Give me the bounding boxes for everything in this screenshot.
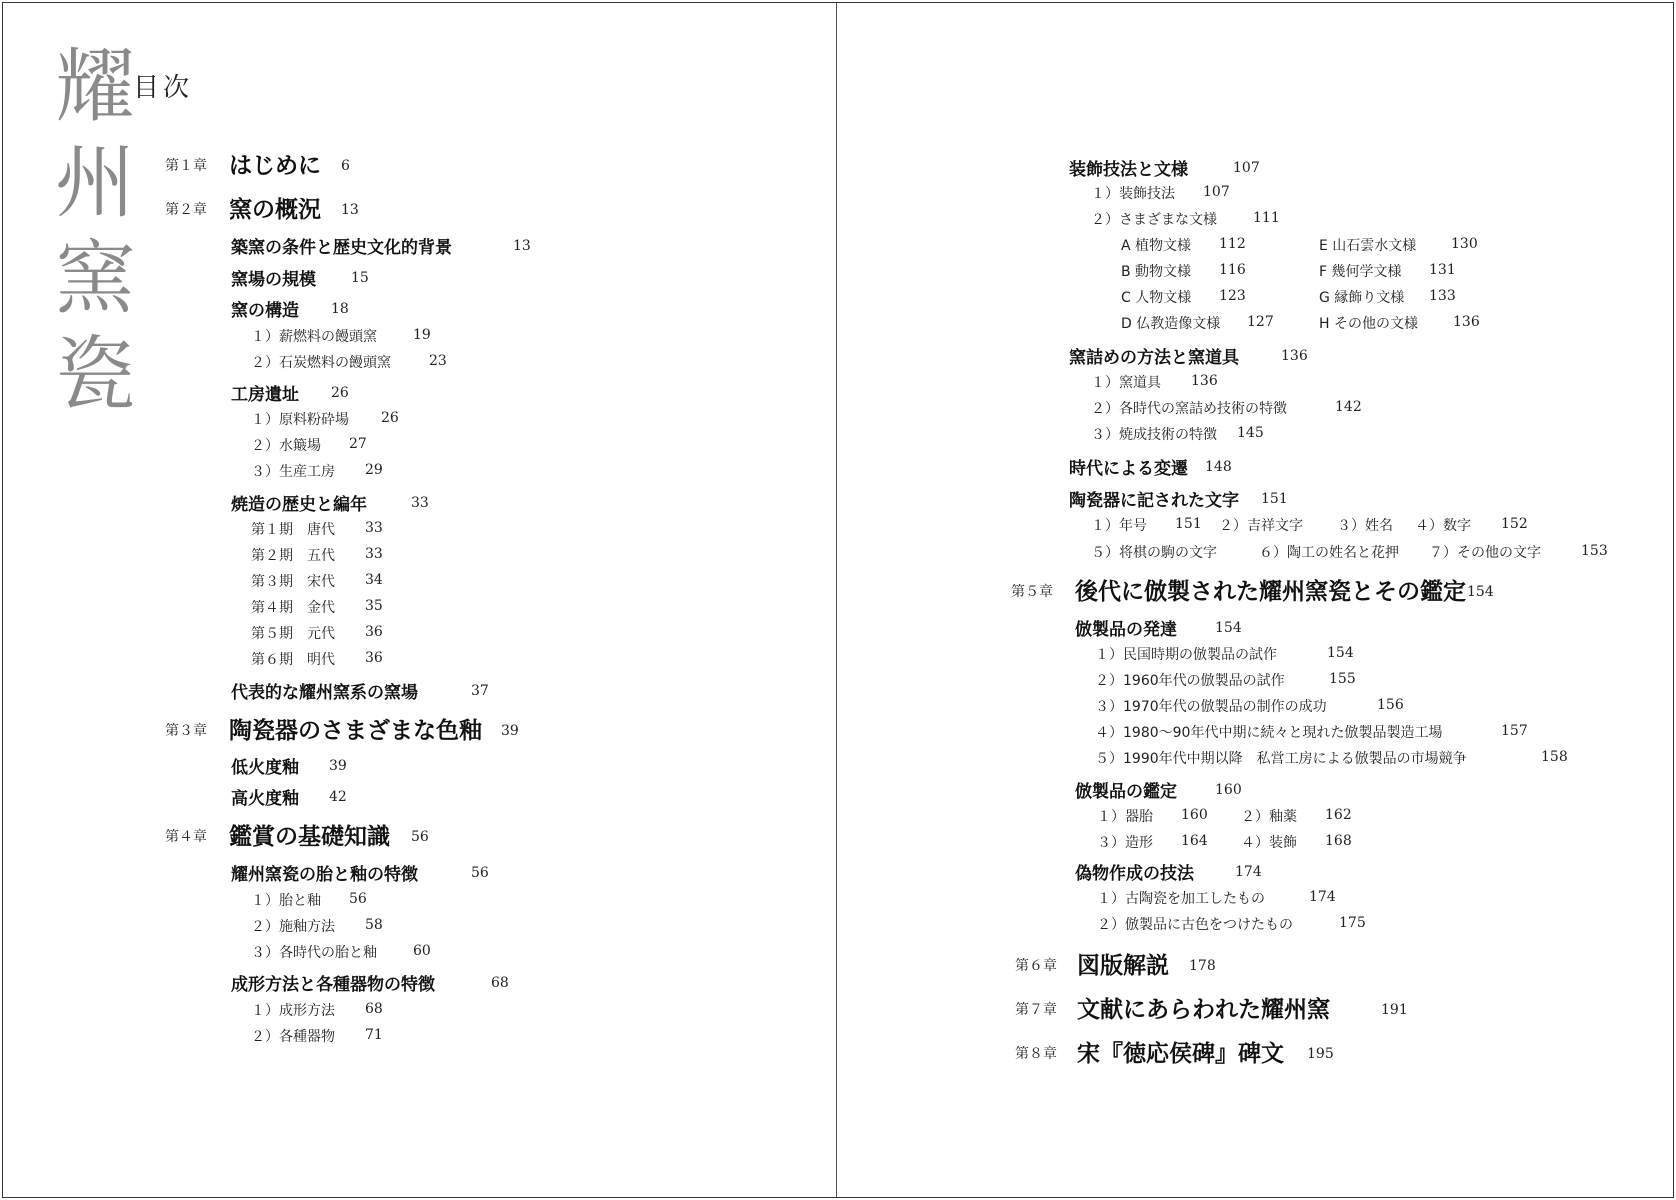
section-title: 窯詰めの方法と窯道具 [1069, 348, 1239, 368]
section-title: 耀州窯瓷の胎と釉の特徴 [231, 865, 418, 885]
page-number: 33 [365, 546, 383, 562]
page-number: 26 [331, 385, 349, 401]
page-number: 174 [1309, 889, 1336, 905]
chapter-label: 第６章 [1015, 958, 1057, 974]
page-number: 13 [341, 202, 359, 218]
subsection-title: １）窯道具 [1091, 375, 1161, 391]
page-number: 152 [1501, 516, 1528, 532]
subsection-title: ４）装飾 [1241, 835, 1297, 851]
chapter-title: 宋『徳応侯碑』碑文 [1077, 1040, 1284, 1067]
section-title: 倣製品の発達 [1075, 620, 1177, 640]
section-title: 陶瓷器に記された文字 [1069, 491, 1239, 511]
chapter-label: 第５章 [1011, 584, 1053, 600]
page-number: 34 [365, 572, 383, 588]
subsection-title: ３）姓名 [1337, 518, 1393, 534]
page-number: 68 [365, 1001, 383, 1017]
page-number: 160 [1181, 807, 1208, 823]
chapter-title: 図版解説 [1077, 952, 1169, 979]
section-title: 窯場の規模 [231, 270, 316, 290]
subsection-title: ３）焼成技術の特徴 [1091, 427, 1217, 443]
page-number: 158 [1541, 749, 1568, 765]
chapter-title: 陶瓷器のさまざまな色釉 [229, 717, 482, 744]
right-page [836, 2, 1674, 1198]
page-number: 133 [1429, 288, 1456, 304]
page-number: 56 [349, 891, 367, 907]
page-number: 155 [1329, 671, 1356, 687]
pattern-item: E 山石雲水文様 [1319, 238, 1417, 254]
page-number: 174 [1235, 864, 1262, 880]
subsection-title: １）成形方法 [251, 1003, 335, 1019]
page-number: 127 [1247, 314, 1274, 330]
page-number: 160 [1215, 782, 1242, 798]
chapter-title: 窯の概況 [229, 196, 321, 223]
subsection-title: ４）数字 [1415, 518, 1471, 534]
book-title-vertical [55, 39, 135, 423]
section-title: 低火度釉 [231, 758, 299, 778]
subsection-title: ２）各種器物 [251, 1029, 335, 1045]
page-number: 154 [1327, 645, 1354, 661]
page-number: 19 [413, 327, 431, 343]
subsection-title: １）装飾技法 [1091, 186, 1175, 202]
section-title: 焼造の歴史と編年 [231, 495, 367, 515]
pattern-item: D 仏教造像文様 [1121, 316, 1221, 332]
pattern-item: C 人物文様 [1121, 290, 1192, 306]
chapter-title: 文献にあらわれた耀州窯 [1077, 996, 1330, 1023]
page-number: 116 [1219, 262, 1246, 278]
subsection-title: ２）さまざまな文様 [1091, 212, 1217, 228]
subsection-title: ２）釉薬 [1241, 809, 1297, 825]
period-item: 第３期 宋代 [251, 574, 335, 590]
page-number: 148 [1205, 459, 1232, 475]
page-number: 35 [365, 598, 383, 614]
chapter-label: 第４章 [165, 829, 207, 845]
subsection-title: ５）将棋の駒の文字 [1091, 545, 1217, 561]
subsection-title: ３）1970年代の倣製品の制作の成功 [1095, 699, 1327, 715]
section-title: 高火度釉 [231, 789, 299, 809]
subsection-title: ３）生産工房 [251, 464, 335, 480]
page-number: 145 [1237, 425, 1264, 441]
page-number: 136 [1191, 373, 1218, 389]
page-number: 154 [1467, 584, 1494, 600]
chapter-label: 第２章 [165, 202, 207, 218]
chapter-label: 第８章 [1015, 1046, 1057, 1062]
chapter-label: 第３章 [165, 723, 207, 739]
pattern-item: A 植物文様 [1121, 238, 1192, 254]
subsection-title: ５）1990年代中期以降 私営工房による倣製品の市場競争 [1095, 751, 1467, 767]
section-title: 時代による変遷 [1069, 459, 1188, 479]
page-number: 6 [341, 158, 350, 174]
page-number: 162 [1325, 807, 1352, 823]
page-number: 178 [1189, 958, 1216, 974]
page-number: 18 [331, 301, 349, 317]
section-title: 成形方法と各種器物の特徴 [231, 975, 435, 995]
page-number: 37 [471, 683, 489, 699]
page-number: 136 [1453, 314, 1480, 330]
chapter-title: はじめに [229, 152, 321, 179]
chapter-label: 第１章 [165, 158, 207, 174]
subsection-title: ２）水簸場 [251, 438, 321, 454]
chapter-title: 鑑賞の基礎知識 [229, 823, 390, 850]
page-number: 157 [1501, 723, 1528, 739]
subsection-title: １）器胎 [1097, 809, 1153, 825]
subsection-title: ２）石炭燃料の饅頭窯 [251, 355, 391, 371]
subsection-title: １）民国時期の倣製品の試作 [1095, 647, 1277, 663]
page-number: 107 [1233, 160, 1260, 176]
page-number: 42 [329, 789, 347, 805]
page-number: 13 [513, 238, 531, 254]
left-page [2, 2, 836, 1198]
section-title: 偽物作成の技法 [1075, 864, 1194, 884]
section-title: 工房遺址 [231, 385, 299, 405]
title-char: 州 [55, 136, 135, 229]
page-number: 151 [1261, 491, 1288, 507]
page-number: 153 [1581, 543, 1608, 559]
chapter-title: 後代に倣製された耀州窯瓷とその鑑定 [1075, 578, 1466, 605]
title-char: 窯 [55, 232, 135, 325]
page-number: 123 [1219, 288, 1246, 304]
subsection-title: ２）倣製品に古色をつけたもの [1097, 917, 1293, 933]
period-item: 第５期 元代 [251, 626, 335, 642]
subsection-title: １）胎と釉 [251, 893, 321, 909]
page-number: 168 [1325, 833, 1352, 849]
subsection-title: ３）造形 [1097, 835, 1153, 851]
page-number: 23 [429, 353, 447, 369]
subsection-title: ２）施釉方法 [251, 919, 335, 935]
toc-heading: 目次 [133, 73, 194, 103]
page-number: 39 [329, 758, 347, 774]
page-number: 27 [349, 436, 367, 452]
page-number: 136 [1281, 348, 1308, 364]
page-number: 156 [1377, 697, 1404, 713]
page-number: 164 [1181, 833, 1208, 849]
subsection-title: ３）各時代の胎と釉 [251, 945, 377, 961]
page-number: 130 [1451, 236, 1478, 252]
page-number: 36 [365, 650, 383, 666]
page-number: 151 [1175, 516, 1202, 532]
page-number: 142 [1335, 399, 1362, 415]
page-number: 111 [1253, 210, 1280, 226]
subsection-title: １）薪燃料の饅頭窯 [251, 329, 377, 345]
subsection-title: １）原料粉砕場 [251, 412, 349, 428]
period-item: 第６期 明代 [251, 652, 335, 668]
pattern-item: F 幾何学文様 [1319, 264, 1402, 280]
page-number: 71 [365, 1027, 383, 1043]
subsection-title: ２）1960年代の倣製品の試作 [1095, 673, 1285, 689]
page-number: 107 [1203, 184, 1230, 200]
page-number: 29 [365, 462, 383, 478]
page-number: 154 [1215, 620, 1242, 636]
page-number: 33 [411, 495, 429, 511]
title-char: 瓷 [55, 328, 135, 421]
page-number: 58 [365, 917, 383, 933]
page-number: 112 [1219, 236, 1246, 252]
subsection-title: ２）吉祥文字 [1219, 518, 1303, 534]
period-item: 第１期 唐代 [251, 522, 335, 538]
period-item: 第２期 五代 [251, 548, 335, 564]
section-title: 倣製品の鑑定 [1075, 782, 1177, 802]
page-number: 56 [411, 829, 429, 845]
subsection-title: ７）その他の文字 [1429, 545, 1541, 561]
page-number: 36 [365, 624, 383, 640]
subsection-title: １）年号 [1091, 518, 1147, 534]
chapter-label: 第７章 [1015, 1002, 1057, 1018]
subsection-title: ４）1980～90年代中期に続々と現れた倣製品製造工場 [1095, 725, 1443, 741]
subsection-title: ６）陶工の姓名と花押 [1259, 545, 1399, 561]
subsection-title: ２）各時代の窯詰め技術の特徴 [1091, 401, 1287, 417]
pattern-item: G 縁飾り文様 [1319, 290, 1405, 306]
page-number: 56 [471, 865, 489, 881]
section-title: 代表的な耀州窯系の窯場 [231, 683, 418, 703]
page-number: 175 [1339, 915, 1366, 931]
page-number: 60 [413, 943, 431, 959]
page-number: 68 [491, 975, 509, 991]
page-number: 26 [381, 410, 399, 426]
pattern-item: H その他の文様 [1319, 316, 1418, 332]
page-number: 191 [1381, 1002, 1408, 1018]
period-item: 第４期 金代 [251, 600, 335, 616]
section-title: 装飾技法と文様 [1069, 160, 1188, 180]
pattern-item: B 動物文様 [1121, 264, 1192, 280]
page-number: 39 [501, 723, 519, 739]
page-number: 131 [1429, 262, 1456, 278]
page-number: 195 [1307, 1046, 1334, 1062]
subsection-title: １）古陶瓷を加工したもの [1097, 891, 1265, 907]
page-number: 15 [351, 270, 369, 286]
section-title: 築窯の条件と歴史文化的背景 [231, 238, 452, 258]
title-char: 耀 [55, 40, 135, 133]
section-title: 窯の構造 [231, 301, 299, 321]
page-number: 33 [365, 520, 383, 536]
